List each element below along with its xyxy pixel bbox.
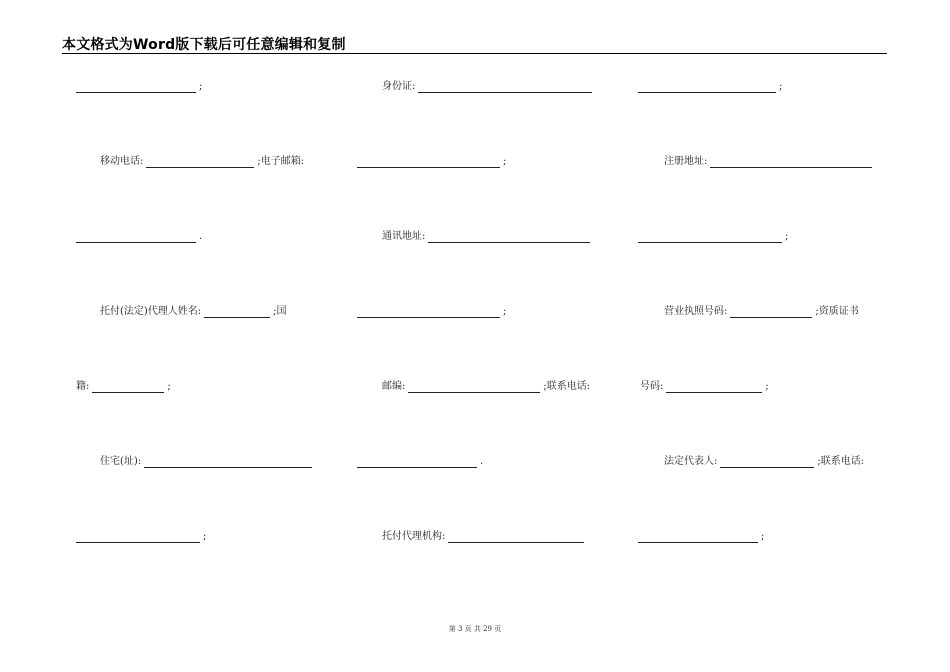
punctuation: ; [503,306,507,317]
field-mailing-address [382,231,593,243]
mailing-address-blank[interactable] [428,233,590,243]
label-business-license: 营业执照号码: [664,306,728,317]
email-blank[interactable] [357,158,500,168]
field-business-license [664,306,859,318]
blank-line[interactable] [76,533,200,543]
field-agent-name [100,306,287,318]
page-number: 第 3 页 共 29 页 [448,625,502,633]
field-r1c3 [638,81,782,93]
field-r3c3 [638,231,788,243]
label-nationality-start: ;国 [273,306,287,317]
blank-line[interactable] [76,83,196,93]
punctuation: ; [785,231,789,242]
field-r7c1 [76,531,206,543]
mobile-blank[interactable] [146,158,254,168]
agent-name-blank[interactable] [204,308,270,318]
field-mobile-email [100,156,304,168]
field-r6c2 [357,456,483,468]
field-r4c2 [357,306,506,318]
field-id-card [382,81,595,93]
label-agency: 托付代理机构: [382,531,446,542]
agency-blank[interactable] [448,533,584,543]
field-r7c3 [638,531,764,543]
qualification-number-blank[interactable] [666,383,762,393]
blank-line[interactable] [357,308,500,318]
punctuation: . [199,231,203,242]
label-agent-name: 托付(法定)代理人姓名: [100,306,202,317]
label-postcode: 邮编: [382,381,406,392]
field-agency [382,531,587,543]
field-residence [100,456,315,468]
field-legal-representative [664,456,864,468]
label-phone: ;联系电话: [817,456,865,467]
field-postcode-phone [382,381,590,393]
document-header-title: 本文格式为Word版下载后可任意编辑和复制 [62,37,346,53]
field-registered-address [664,156,875,168]
residence-blank[interactable] [144,458,312,468]
label-qualification-number: 号码: [640,381,664,392]
label-nationality-end: 籍: [76,381,90,392]
label-email: ;电子邮箱: [257,156,305,167]
punctuation: ; [503,156,507,167]
field-nationality [76,381,171,393]
punctuation: ; [167,381,171,392]
field-r2c2 [357,156,506,168]
label-id-card: 身份证: [382,81,416,92]
punctuation: ; [761,531,765,542]
blank-line[interactable] [638,83,776,93]
business-license-blank[interactable] [730,308,812,318]
id-card-blank[interactable] [418,83,592,93]
label-phone: ;联系电话: [543,381,591,392]
field-qualification-number [640,381,769,393]
punctuation: ; [765,381,769,392]
label-qualification-start: ;资质证书 [815,306,859,317]
nationality-blank[interactable] [92,383,164,393]
field-r3c1 [76,231,202,243]
label-mailing-address: 通讯地址: [382,231,426,242]
blank-line[interactable] [638,533,758,543]
registered-address-blank[interactable] [710,158,872,168]
label-residence: 住宅(址): [100,456,142,467]
blank-line[interactable] [638,233,782,243]
label-legal-representative: 法定代表人: [664,456,718,467]
blank-line[interactable] [76,233,196,243]
punctuation: ; [203,531,207,542]
label-mobile: 移动电话: [100,156,144,167]
legal-representative-blank[interactable] [720,458,814,468]
punctuation: ; [199,81,203,92]
field-r1c1 [76,81,202,93]
punctuation: ; [779,81,783,92]
label-registered-address: 注册地址: [664,156,708,167]
postcode-blank[interactable] [408,383,540,393]
blank-line[interactable] [357,458,477,468]
punctuation: . [480,456,484,467]
header-divider [62,53,887,54]
